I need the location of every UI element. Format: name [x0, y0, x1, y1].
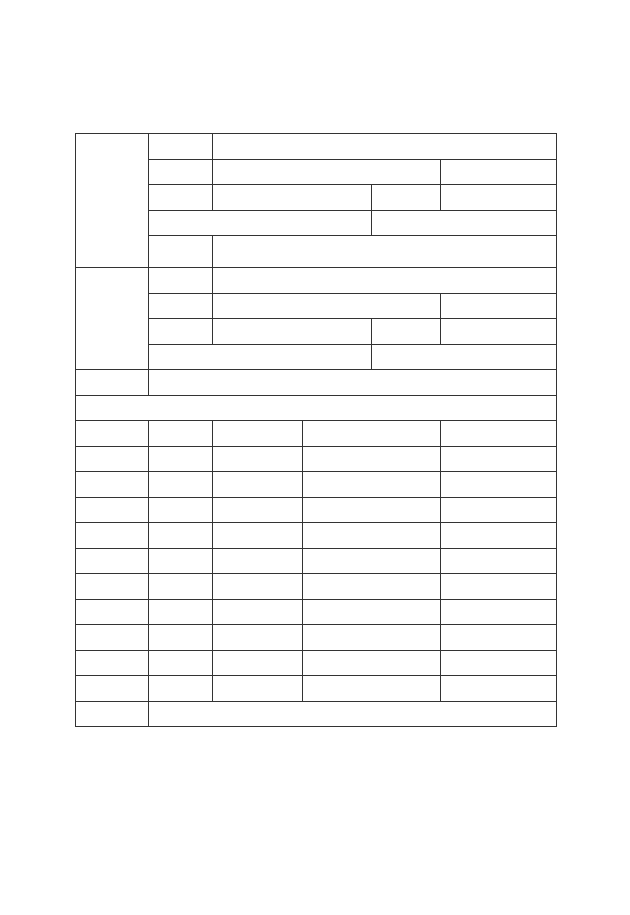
payment-bank[interactable]: [303, 472, 441, 498]
payment-row: [76, 676, 557, 702]
payment-month[interactable]: [149, 599, 213, 625]
payment-row: [76, 523, 557, 549]
summary-label: [76, 370, 149, 396]
payment-rows: [76, 446, 557, 701]
recipient-dob-row: [76, 185, 557, 211]
records-row: [76, 701, 557, 727]
application-date-label: [149, 236, 213, 268]
header-payment-month: [149, 421, 213, 447]
recipient-relation-field[interactable]: [372, 210, 557, 236]
disabled-name-field[interactable]: [213, 268, 557, 294]
payment-fiscal-year[interactable]: [76, 472, 149, 498]
disabled-sex-label: [372, 319, 441, 345]
disabled-address-row: [76, 293, 557, 319]
payment-account[interactable]: [441, 650, 557, 676]
recipient-address-label: [149, 159, 213, 185]
payment-amount[interactable]: [213, 625, 303, 651]
recipient-application-row: [76, 236, 557, 268]
recipient-relation-row: [76, 210, 557, 236]
recipient-section-label: [76, 134, 149, 268]
payment-row: [76, 446, 557, 472]
payment-amount[interactable]: [213, 650, 303, 676]
payment-row: [76, 574, 557, 600]
payment-bank[interactable]: [303, 599, 441, 625]
payment-fiscal-year[interactable]: [76, 650, 149, 676]
disabled-name-row: [76, 268, 557, 294]
payment-bank[interactable]: [303, 650, 441, 676]
payment-bank[interactable]: [303, 497, 441, 523]
payment-bank[interactable]: [303, 548, 441, 574]
payment-account[interactable]: [441, 676, 557, 702]
payment-row: [76, 548, 557, 574]
disabled-area-field[interactable]: [441, 293, 557, 319]
ledger-table: [75, 133, 557, 727]
payment-account[interactable]: [441, 497, 557, 523]
records-label: [76, 701, 149, 727]
payment-month[interactable]: [149, 625, 213, 651]
recipient-name-row: [76, 134, 557, 160]
payment-row: [76, 599, 557, 625]
payment-fiscal-year[interactable]: [76, 446, 149, 472]
payment-fiscal-year[interactable]: [76, 676, 149, 702]
disabled-became-row: [76, 344, 557, 370]
payment-bank[interactable]: [303, 446, 441, 472]
payment-row: [76, 625, 557, 651]
payment-amount[interactable]: [213, 599, 303, 625]
payment-account[interactable]: [441, 574, 557, 600]
disabled-address-label: [149, 293, 213, 319]
header-payment-amount: [213, 421, 303, 447]
header-account-number: [441, 421, 557, 447]
payment-amount[interactable]: [213, 446, 303, 472]
payment-account[interactable]: [441, 599, 557, 625]
disabled-dob-row: [76, 319, 557, 345]
payment-row: [76, 497, 557, 523]
records-field[interactable]: [149, 701, 557, 727]
payment-account[interactable]: [441, 548, 557, 574]
disabled-dob-field[interactable]: [213, 319, 372, 345]
recipient-dob-field[interactable]: [213, 185, 372, 211]
recipient-name-field[interactable]: [213, 134, 557, 160]
payment-bank[interactable]: [303, 574, 441, 600]
disabled-section-label: [76, 268, 149, 370]
header-bank-name: [303, 421, 441, 447]
disabled-became-field[interactable]: [372, 344, 557, 370]
payment-fiscal-year[interactable]: [76, 523, 149, 549]
payment-amount[interactable]: [213, 497, 303, 523]
payment-fiscal-year[interactable]: [76, 574, 149, 600]
recipient-address-row: [76, 159, 557, 185]
payment-fiscal-year[interactable]: [76, 599, 149, 625]
payment-account[interactable]: [441, 523, 557, 549]
payment-amount[interactable]: [213, 548, 303, 574]
payment-month[interactable]: [149, 650, 213, 676]
payment-month[interactable]: [149, 523, 213, 549]
payment-month[interactable]: [149, 497, 213, 523]
payment-amount[interactable]: [213, 676, 303, 702]
disabled-address-field[interactable]: [213, 293, 441, 319]
application-date-field[interactable]: [213, 236, 557, 268]
summary-field[interactable]: [149, 370, 557, 396]
payment-bank[interactable]: [303, 523, 441, 549]
recipient-name-label: [149, 134, 213, 160]
recipient-sex-field[interactable]: [441, 185, 557, 211]
payment-bank[interactable]: [303, 676, 441, 702]
recipient-area-field[interactable]: [441, 159, 557, 185]
payment-fiscal-year[interactable]: [76, 548, 149, 574]
payment-fiscal-year[interactable]: [76, 497, 149, 523]
disabled-dob-label: [149, 319, 213, 345]
payment-amount[interactable]: [213, 574, 303, 600]
payment-bank[interactable]: [303, 625, 441, 651]
summary-row: [76, 370, 557, 396]
disabled-became-label: [149, 344, 372, 370]
payment-header-row: [76, 421, 557, 447]
payment-record-banner: [76, 395, 557, 421]
payment-month[interactable]: [149, 472, 213, 498]
recipient-relation-label: [149, 210, 372, 236]
payment-month[interactable]: [149, 676, 213, 702]
payment-month[interactable]: [149, 548, 213, 574]
payment-account[interactable]: [441, 472, 557, 498]
payment-banner-row: [76, 395, 557, 421]
payment-row: [76, 472, 557, 498]
payment-fiscal-year[interactable]: [76, 625, 149, 651]
payment-row: [76, 650, 557, 676]
header-fiscal-year: [76, 421, 149, 447]
disabled-name-label: [149, 268, 213, 294]
recipient-address-field[interactable]: [213, 159, 441, 185]
payment-month[interactable]: [149, 574, 213, 600]
payment-month[interactable]: [149, 446, 213, 472]
payment-account[interactable]: [441, 446, 557, 472]
recipient-sex-label: [372, 185, 441, 211]
payment-amount[interactable]: [213, 523, 303, 549]
payment-account[interactable]: [441, 625, 557, 651]
disabled-sex-field[interactable]: [441, 319, 557, 345]
payment-amount[interactable]: [213, 472, 303, 498]
recipient-dob-label: [149, 185, 213, 211]
